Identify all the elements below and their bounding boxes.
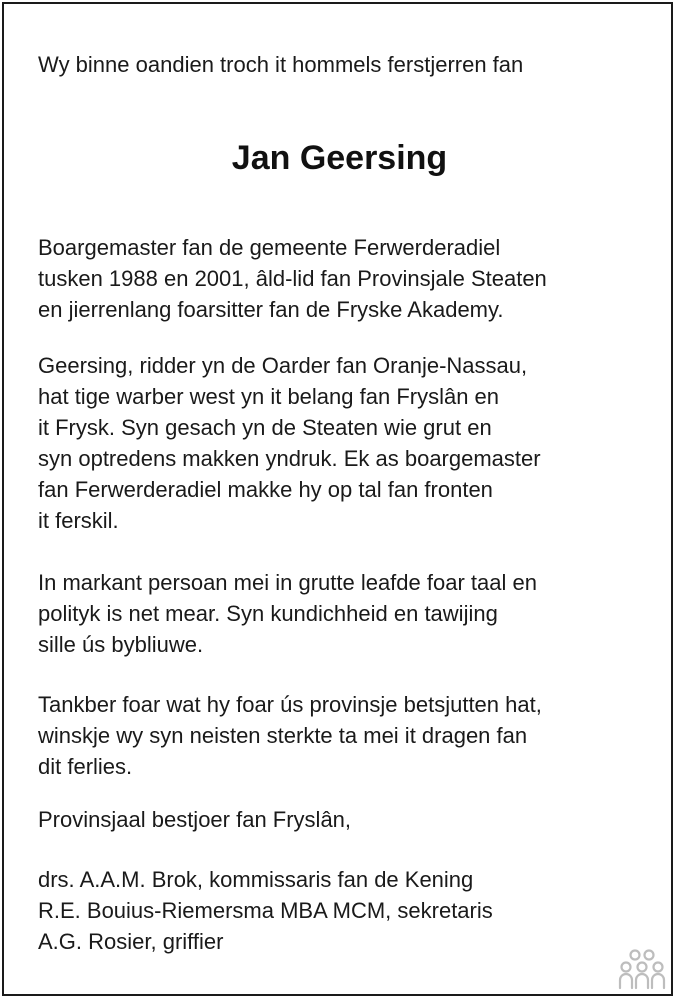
signatories-list bbox=[38, 864, 493, 957]
text-line: en jierrenlang foarsitter fan de Fryske Akademy. bbox=[38, 297, 504, 322]
text-line: polityk is net mear. Syn kundichheid en tawijing bbox=[38, 601, 498, 626]
text-line: Geersing, ridder yn de Oarder fan Oranje-Nassau, bbox=[38, 353, 528, 378]
text-line: fan Ferwerderadiel makke hy op tal fan fronten bbox=[38, 477, 493, 502]
text-line: Boargemaster fan de gemeente Ferwerderadiel bbox=[38, 235, 501, 260]
people-group-icon bbox=[618, 946, 666, 990]
signatory: R.E. Bouius-Riemersma MBA MCM, sekretaris bbox=[38, 898, 493, 923]
signatory: drs. A.A.M. Brok, kommissaris fan de Kening bbox=[38, 867, 474, 892]
text-line: it Frysk. Syn gesach yn de Steaten wie grut en bbox=[38, 415, 492, 440]
text-line: syn optredens makken yndruk. Ek as boargemaster bbox=[38, 446, 541, 471]
intro-text: Wy binne oandien troch it hommels ferstjerren fan bbox=[38, 52, 524, 77]
paragraph-tribute bbox=[38, 567, 537, 660]
text-line: it ferskil. bbox=[38, 508, 119, 533]
signatory: A.G. Rosier, griffier bbox=[38, 929, 224, 954]
paragraph-biography bbox=[38, 232, 547, 325]
text-line: Tankber foar wat hy foar ús provinsje betsjutten hat, bbox=[38, 692, 542, 717]
notice-frame bbox=[2, 2, 673, 996]
text-line: sille ús bybliuwe. bbox=[38, 632, 204, 657]
text-line: In markant persoan mei in grutte leafde foar taal en bbox=[38, 570, 537, 595]
paragraph-merits bbox=[38, 350, 541, 536]
signature-organization: Provinsjaal bestjoer fan Fryslân, bbox=[38, 807, 352, 832]
text-line: dit ferlies. bbox=[38, 754, 133, 779]
paragraph-condolence bbox=[38, 689, 542, 782]
text-line: hat tige warber west yn it belang fan Fryslân en bbox=[38, 384, 500, 409]
text-line: winskje wy syn neisten sterkte ta mei it dragen fan bbox=[38, 723, 528, 748]
text-line: tusken 1988 en 2001, âld-lid fan Provinsjale Steaten bbox=[38, 266, 547, 291]
deceased-name: Jan Geersing bbox=[231, 139, 448, 177]
